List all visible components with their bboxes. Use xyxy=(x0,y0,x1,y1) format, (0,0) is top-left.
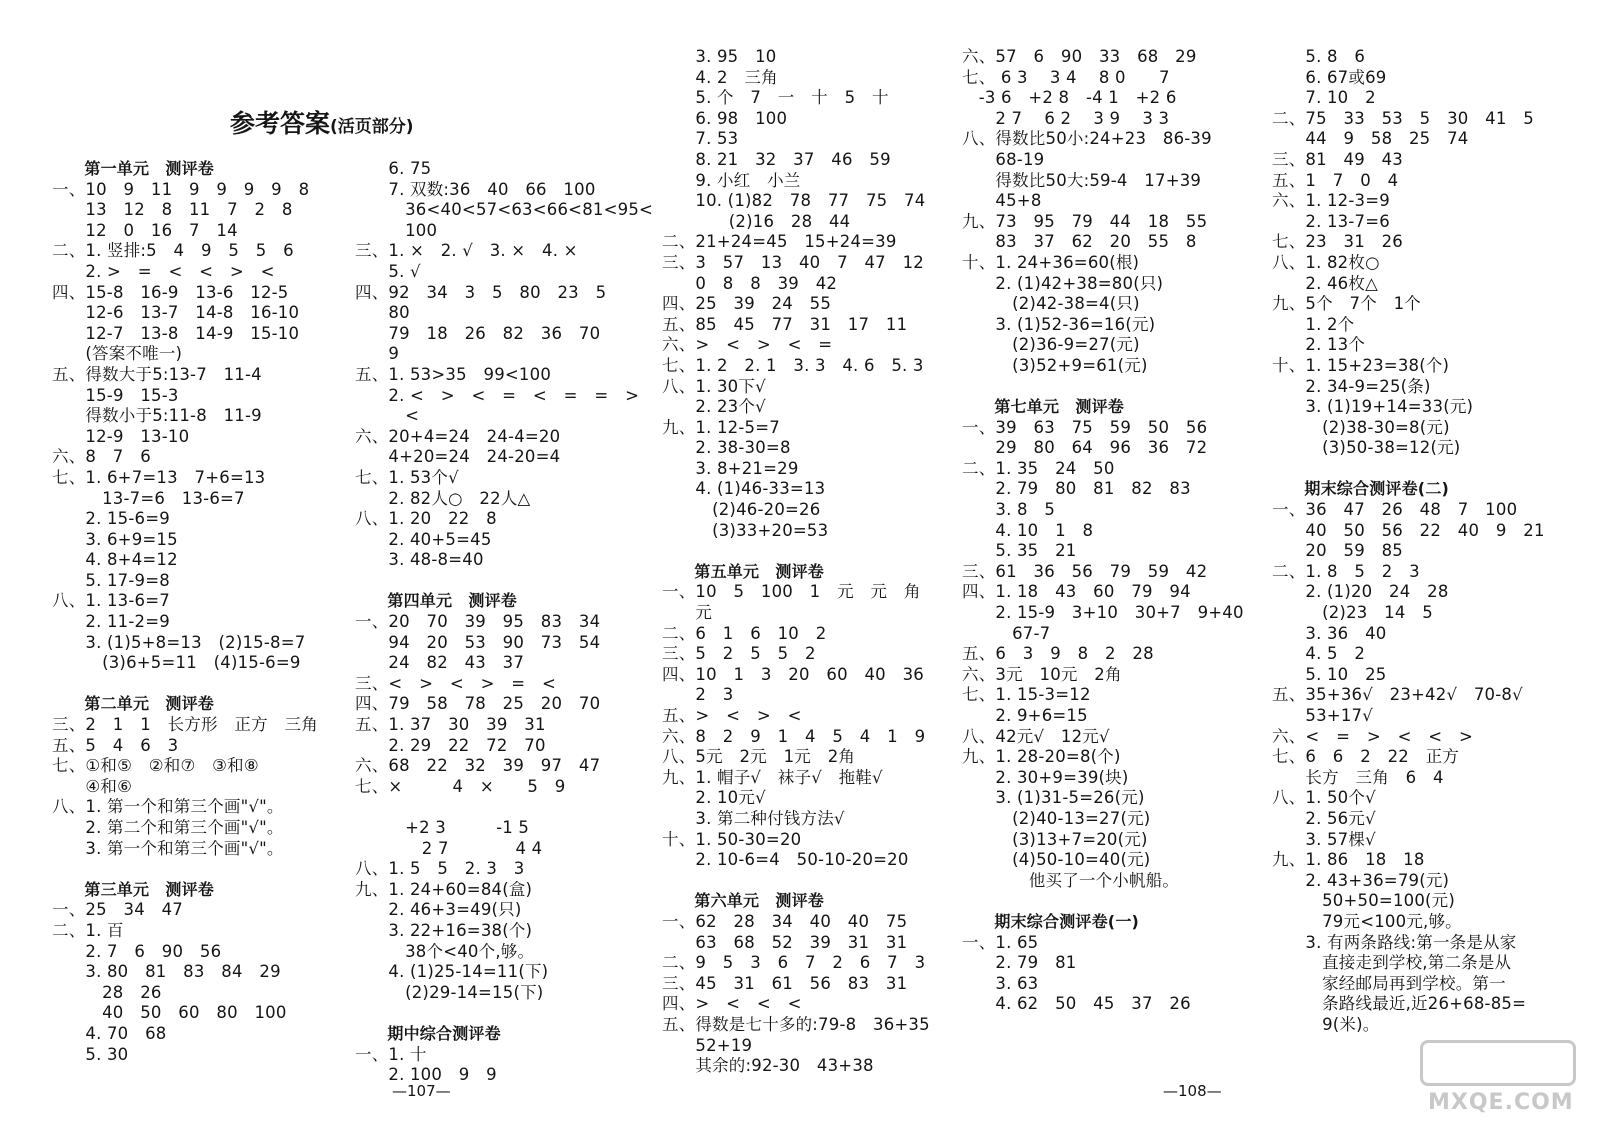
answer-line: 12-9 13-10 xyxy=(52,426,190,446)
answer-line: 3. 95 10 xyxy=(662,47,777,66)
answer-line: 一、20 70 39 95 83 34 xyxy=(355,612,601,632)
answer-line: 4. 5 2 xyxy=(1272,644,1366,664)
answer-line: 七、1. 53个√ xyxy=(355,467,459,487)
answer-line: (答案不唯一) xyxy=(52,344,183,364)
answer-line: 二、1. 竖排:5 4 9 5 5 6 xyxy=(52,241,294,261)
answer-column-3 xyxy=(662,47,930,1077)
answer-line: 68-19 xyxy=(962,149,1045,169)
answer-column-4 xyxy=(962,47,1244,1015)
watermark-text: MXQE.COM xyxy=(1428,1090,1574,1115)
answer-line: 3. 第一个和第三个画"√"。 xyxy=(52,838,284,858)
answer-line: 40 50 56 22 40 9 21 xyxy=(1272,520,1545,540)
answer-line: 5. 30 xyxy=(52,1044,129,1064)
answer-line: 4. 2 三角 xyxy=(662,67,778,87)
answer-line: (3)33+20=53 xyxy=(662,520,829,540)
answer-line: 九、1. 28-20=8(个) xyxy=(962,747,1121,767)
answer-line: 四、79 58 78 25 20 70 xyxy=(355,694,601,714)
answer-line: 八、1. 第一个和第三个画"√"。 xyxy=(52,797,284,817)
answer-line: 45+8 xyxy=(962,191,1042,211)
section-heading: 第四单元 测评卷 xyxy=(355,591,518,611)
answer-line: 五、6 3 9 8 2 28 xyxy=(962,644,1154,664)
section-heading: 期末综合测评卷(一) xyxy=(962,911,1140,931)
answer-line: (2)16 28 44 xyxy=(662,211,851,231)
answer-line xyxy=(355,797,653,818)
answer-line: (2)29-14=15(下) xyxy=(355,982,544,1002)
answer-line: 六、57 6 90 33 68 29 xyxy=(962,47,1197,66)
answer-line: 3. (1)19+14=33(元) xyxy=(1272,397,1474,417)
answer-line: 3. 6+9=15 xyxy=(52,529,178,549)
answer-line: 2. 29 22 72 70 xyxy=(355,735,546,755)
answer-line: 二、9 5 3 6 7 2 6 7 3 xyxy=(662,953,926,973)
answer-line: 2. 30+9=39(块) xyxy=(962,767,1129,787)
answer-line: 2. 13-7=6 xyxy=(1272,211,1390,231)
section-heading: 第一单元 测评卷 xyxy=(52,159,215,178)
answer-line: (3)6+5=11 (4)15-6=9 xyxy=(52,653,301,673)
answer-line: 12 0 16 7 14 xyxy=(52,220,238,240)
answer-line: 94 20 53 90 73 54 xyxy=(355,632,601,652)
answer-line: 七、①和⑤ ②和⑦ ③和⑧ xyxy=(52,756,259,776)
answer-line: 52+19 xyxy=(662,1035,753,1055)
answer-line: 三、45 31 61 56 83 31 xyxy=(662,973,908,993)
answer-line: +2 3 -1 5 xyxy=(355,818,530,837)
answer-line: 八、1. 30下√ xyxy=(662,376,766,396)
answer-line: (3)13+7=20(元) xyxy=(962,829,1148,849)
answer-line: (2)46-20=26 xyxy=(662,500,821,520)
answer-line: 六、> < > < = xyxy=(662,335,833,355)
answer-line: 五、1. 37 30 39 31 xyxy=(355,715,546,735)
answer-line: 2 7 4 4 xyxy=(355,838,543,858)
answer-line: 4+20=24 24-20=4 xyxy=(355,447,561,467)
answer-line: 二、21+24=45 15+24=39 xyxy=(662,232,897,252)
answer-line: 七、23 31 26 xyxy=(1272,232,1403,252)
watermark-logo xyxy=(1420,1040,1590,1120)
answer-line: 3. 8 5 xyxy=(962,500,1056,520)
answer-line: 3. 第二种付钱方法√ xyxy=(662,808,845,828)
answer-line xyxy=(662,871,930,892)
answer-line: 9 xyxy=(355,344,400,364)
answer-line: 八、1. 20 22 8 xyxy=(355,509,497,529)
answer-line: 2. 9+6=15 xyxy=(962,706,1088,725)
answer-line: 九、73 95 79 44 18 55 xyxy=(962,211,1208,231)
answer-line: 12-6 13-7 14-8 16-10 xyxy=(52,303,300,323)
answer-line: 得数小于5:11-8 11-9 xyxy=(52,406,262,426)
answer-line: 六、8 2 9 1 4 5 4 1 9 xyxy=(662,726,926,746)
title-subtitle: (活页部分) xyxy=(330,117,414,137)
answer-line: 2. 34-9=25(条) xyxy=(1272,376,1431,396)
answer-line: 29 80 64 96 36 72 xyxy=(962,438,1208,458)
answer-line: 3. (1)5+8=13 (2)15-8=7 xyxy=(52,632,306,652)
section-heading: 期末综合测评卷(二) xyxy=(1272,479,1450,499)
answer-line: 3. 36 40 xyxy=(1272,623,1387,643)
answer-line: 2. (1)20 24 28 xyxy=(1272,582,1449,602)
title-main: 参考答案 xyxy=(230,109,331,138)
answer-line: 二、1. 35 24 50 xyxy=(962,458,1115,478)
answer-line: 条路线最近,近26+68-85= xyxy=(1272,994,1527,1014)
answer-line: 八、得数比50小:24+23 86-39 xyxy=(962,129,1212,149)
answer-line: 八、42元√ 12元√ xyxy=(962,726,1110,746)
answer-line: 五、> < > < xyxy=(662,706,802,725)
answer-line: 五、1. 53>35 99<100 xyxy=(355,364,552,384)
answer-line: 八、1. 5 5 2. 3 3 xyxy=(355,859,525,879)
answer-line: 13-7=6 13-6=7 xyxy=(52,488,245,508)
answer-line: 六、68 22 32 39 97 47 xyxy=(355,756,601,776)
answer-line: (2)42-38=4(只) xyxy=(962,294,1140,314)
answer-line: -3 6 +2 8 -4 1 +2 6 xyxy=(962,88,1177,108)
answer-line: 一、10 5 100 1 元 元 角 xyxy=(662,582,921,602)
answer-line: 一、1. 65 xyxy=(962,932,1039,952)
answer-line: 2. 11-2=9 xyxy=(52,612,170,632)
answer-line: 六、20+4=24 24-4=20 xyxy=(355,426,561,446)
answer-line: 四、1. 18 43 60 79 94 xyxy=(962,582,1191,602)
answer-line: (4)50-10=40(元) xyxy=(962,850,1151,870)
answer-line: 四、> < < < xyxy=(662,994,802,1014)
answer-line: 三、81 49 43 xyxy=(1272,149,1403,169)
answer-line: 他买了一个小帆船。 xyxy=(962,870,1180,890)
answer-line: 50+50=100(元) xyxy=(1272,891,1456,911)
answer-line: 5. 35 21 xyxy=(962,541,1077,561)
answer-column-1 xyxy=(52,159,318,1065)
page-number-right: —108— xyxy=(1163,1082,1222,1100)
answer-line: 2. 56元√ xyxy=(1272,808,1376,828)
answer-line: 一、36 47 26 48 7 100 xyxy=(1272,500,1518,520)
answer-line xyxy=(662,541,930,562)
answer-line: 五、得数是七十多的:79-8 36+35 xyxy=(662,1014,930,1034)
answer-line: 家经邮局再到学校。第一 xyxy=(1272,973,1506,993)
answer-column-5 xyxy=(1272,47,1545,1036)
answer-line: 7. 双数:36 40 66 100 xyxy=(355,179,596,199)
answer-line: 2 7 6 2 3 9 3 3 xyxy=(962,108,1170,128)
answer-line: 3. 57棵√ xyxy=(1272,829,1376,849)
answer-line: 3. 22+16=38(个) xyxy=(355,920,533,940)
answer-line: 2. 46枚△ xyxy=(1272,273,1378,293)
answer-line: 79 18 26 82 36 70 xyxy=(355,323,601,343)
answer-line: 6. 67或69 xyxy=(1272,67,1387,87)
answer-line: 2. 7 6 90 56 xyxy=(52,941,222,961)
answer-line: 2. 79 81 xyxy=(962,953,1077,973)
answer-line: 2 3 xyxy=(662,685,734,705)
answer-line: 2. 10元√ xyxy=(662,788,766,808)
answer-line: 5. 17-9=8 xyxy=(52,570,170,590)
answer-line: ④和⑥ xyxy=(52,776,133,796)
answer-line: 二、1. 8 5 2 3 xyxy=(1272,561,1420,581)
answer-line: 2. 46+3=49(只) xyxy=(355,900,522,920)
answer-line: 一、1. 十 xyxy=(355,1044,427,1064)
section-heading: 第五单元 测评卷 xyxy=(662,561,825,581)
section-heading: 第二单元 测评卷 xyxy=(52,694,215,714)
answer-line: 三、< > < > = < xyxy=(355,673,557,693)
answer-line: 2. 15-6=9 xyxy=(52,509,170,529)
page-number-left: —107— xyxy=(392,1082,451,1100)
answer-line: 2. 43+36=79(元) xyxy=(1272,870,1450,890)
section-heading: 第六单元 测评卷 xyxy=(662,891,825,911)
answer-line: 3. 有两条路线:第一条是从家 xyxy=(1272,932,1517,952)
answer-line: 六、1. 12-3=9 xyxy=(1272,191,1390,211)
answer-line: 直接走到学校,第二条是从 xyxy=(1272,953,1512,973)
answer-line: 3. 8+21=29 xyxy=(662,458,799,478)
answer-line: 九、1. 帽子√ 袜子√ 拖鞋√ xyxy=(662,767,883,787)
answer-line: 一、10 9 11 9 9 9 9 8 xyxy=(52,179,310,199)
answer-line: (2)23 14 5 xyxy=(1272,603,1433,623)
answer-line: 2. (1)42+38=80(只) xyxy=(962,273,1164,293)
answer-line: 三、3 57 13 40 7 47 12 xyxy=(662,252,924,272)
answer-line: 4. 10 1 8 xyxy=(962,520,1094,540)
answer-line: 100 xyxy=(355,220,438,240)
answer-line: 七、1. 2 2. 1 3. 3 4. 6 5. 3 xyxy=(662,355,924,375)
answer-line: 3. 80 81 83 84 29 xyxy=(52,962,281,982)
answer-line: 5. 8 6 xyxy=(1272,47,1366,66)
answer-line: 六、< = > < < > xyxy=(1272,726,1474,746)
answer-line: 五、35+36√ 23+42√ 70-8√ xyxy=(1272,685,1523,705)
answer-line: 80 xyxy=(355,303,410,323)
answer-line: 十、1. 50-30=20 xyxy=(662,829,802,849)
answer-line: 七、× 4 × 5 9 xyxy=(355,776,566,796)
answer-line: 24 82 43 37 xyxy=(355,653,525,673)
answer-line: 六、8 7 6 xyxy=(52,447,151,467)
answer-line: 五、得数大于5:13-7 11-4 xyxy=(52,364,262,384)
answer-line: 10. (1)82 78 77 75 74 xyxy=(662,191,926,211)
answer-line: 一、62 28 34 40 40 75 xyxy=(662,911,908,931)
answer-line: 8. 21 32 37 46 59 xyxy=(662,149,891,169)
answer-line: 九、1. 86 18 18 xyxy=(1272,850,1425,870)
answer-line: 2. 82人○ 22人△ xyxy=(355,488,531,508)
answer-line: 九、5个 7个 1个 xyxy=(1272,294,1421,314)
answer-line: 5. 10 25 xyxy=(1272,664,1387,684)
answer-line: 二、1. 百 xyxy=(52,920,124,940)
answer-line: 一、25 34 47 xyxy=(52,900,183,920)
answer-line: 八、1. 13-6=7 xyxy=(52,591,170,611)
answer-line: 五、5 4 6 3 xyxy=(52,735,179,755)
answer-line: 36<40<57<63<66<81<95< xyxy=(355,200,654,220)
answer-line: 2. > = < < > < xyxy=(52,261,275,281)
answer-line: 四、15-8 16-9 13-6 12-5 xyxy=(52,282,289,302)
answer-line: 1. 2个 xyxy=(1272,314,1355,334)
answer-line: 八、1. 82枚○ xyxy=(1272,252,1380,272)
answer-line: 其余的:92-30 43+38 xyxy=(662,1056,874,1076)
page-title xyxy=(230,104,414,140)
answer-line: 九、1. 12-5=7 xyxy=(662,417,780,437)
answer-line xyxy=(962,377,1244,398)
answer-line: 5. 个 7 一 十 5 十 xyxy=(662,88,889,108)
answer-line: 12-7 13-8 14-9 15-10 xyxy=(52,323,300,343)
answer-line: 2. 40+5=45 xyxy=(355,529,492,549)
answer-line: 一、39 63 75 59 50 56 xyxy=(962,417,1208,437)
answer-line: 三、5 2 5 5 2 xyxy=(662,644,816,664)
answer-line: 3. (1)31-5=26(元) xyxy=(962,788,1145,808)
answer-line: 7. 10 2 xyxy=(1272,88,1376,108)
answer-line: 2. < > < = < = = > xyxy=(355,385,640,405)
answer-line: 2. 38-30=8 xyxy=(662,438,791,458)
answer-line: 9. 小红 小兰 xyxy=(662,170,801,190)
answer-line: 4. 8+4=12 xyxy=(52,550,178,570)
answer-line xyxy=(962,891,1244,912)
answer-line: 9(米)。 xyxy=(1272,1014,1380,1034)
answer-line: 5. √ xyxy=(355,261,421,281)
answer-line: 53+17√ xyxy=(1272,706,1373,725)
answer-line: 40 50 60 80 100 xyxy=(52,1003,287,1023)
section-heading: 期中综合测评卷 xyxy=(355,1023,501,1043)
answer-line: 2. 10-6=4 50-10-20=20 xyxy=(662,850,909,870)
answer-line: 2. 13个 xyxy=(1272,335,1366,355)
answer-line: 十、1. 15+23=38(个) xyxy=(1272,355,1450,375)
answer-line: 长方 三角 6 4 xyxy=(1272,767,1444,787)
answer-line: 二、75 33 53 5 30 41 5 xyxy=(1272,108,1534,128)
answer-line: 4. 62 50 45 37 26 xyxy=(962,994,1191,1014)
answer-line: 四、10 1 3 20 60 40 36 xyxy=(662,664,924,684)
answer-line: 4. 70 68 xyxy=(52,1023,167,1043)
answer-line: (2)38-30=8(元) xyxy=(1272,417,1450,437)
answer-line: < xyxy=(355,406,420,426)
answer-line: (3)50-38=12(元) xyxy=(1272,438,1461,458)
answer-line xyxy=(355,571,653,592)
answer-line: 七、1. 6+7=13 7+6=13 xyxy=(52,467,266,487)
answer-line: 6. 98 100 xyxy=(662,108,788,128)
answer-line: 7. 53 xyxy=(662,129,739,149)
answer-line: 八、5元 2元 1元 2角 xyxy=(662,747,856,767)
answer-line xyxy=(52,674,318,695)
answer-line: 4. (1)46-33=13 xyxy=(662,479,826,499)
answer-line: 得数比50大:59-4 17+39 xyxy=(962,170,1202,190)
answer-line: 十、1. 24+36=60(根) xyxy=(962,252,1140,272)
answer-line: 三、1. × 2. √ 3. × 4. × xyxy=(355,241,578,261)
answer-line: 4. (1)25-14=11(下) xyxy=(355,962,549,982)
answer-line: 九、1. 24+60=84(盒) xyxy=(355,879,533,899)
section-heading: 第七单元 测评卷 xyxy=(962,397,1125,417)
answer-line: 四、25 39 24 55 xyxy=(662,294,832,314)
answer-line: 20 59 85 xyxy=(1272,541,1403,561)
answer-line: 七、6 6 2 22 正方 xyxy=(1272,747,1460,767)
answer-line: 2. 79 80 81 82 83 xyxy=(962,479,1191,499)
answer-line: 63 68 52 39 31 31 xyxy=(662,932,908,952)
answer-line: 五、85 45 77 31 17 11 xyxy=(662,314,908,334)
answer-column-2 xyxy=(355,159,653,1086)
answer-line: 八、1. 50个√ xyxy=(1272,788,1376,808)
answer-line: 6. 75 xyxy=(355,159,432,178)
answer-line: 79元<100元,够。 xyxy=(1272,911,1462,931)
answer-line: (3)52+9=61(元) xyxy=(962,355,1148,375)
answer-line: 2. 100 9 9 xyxy=(355,1065,497,1085)
answer-line xyxy=(355,1003,653,1024)
answer-line: 三、2 1 1 长方形 正方 三角 xyxy=(52,715,318,735)
answer-line: 3. 63 xyxy=(962,973,1039,993)
answer-line xyxy=(1272,459,1545,480)
answer-line: 83 37 62 20 55 8 xyxy=(962,232,1197,252)
answer-line: 38个<40个,够。 xyxy=(355,941,535,961)
answer-line: 2. 第二个和第三个画"√"。 xyxy=(52,818,284,837)
answer-line: 元 xyxy=(662,603,713,623)
answer-line: 六、3元 10元 2角 xyxy=(962,664,1122,684)
answer-line: 四、92 34 3 5 80 23 5 xyxy=(355,282,607,302)
answer-line: 2. 23个√ xyxy=(662,397,766,417)
answer-line: 28 26 xyxy=(52,982,162,1002)
answer-line: 67-7 xyxy=(962,623,1051,643)
answer-line: (2)36-9=27(元) xyxy=(962,335,1140,355)
answer-line: 五、1 7 0 4 xyxy=(1272,170,1399,190)
section-heading: 第三单元 测评卷 xyxy=(52,879,215,899)
answer-line: (2)40-13=27(元) xyxy=(962,808,1151,828)
answer-line: 3. (1)52-36=16(元) xyxy=(962,314,1156,334)
answer-line xyxy=(52,859,318,880)
watermark-box-icon xyxy=(1420,1040,1576,1086)
answer-line: 七、1. 15-3=12 xyxy=(962,685,1091,705)
answer-line: 0 8 8 39 42 xyxy=(662,273,838,293)
answer-line: 15-9 15-3 xyxy=(52,385,179,405)
answer-line: 二、6 1 6 10 2 xyxy=(662,623,827,643)
answer-line: 44 9 58 25 74 xyxy=(1272,129,1469,149)
answer-line: 2. 15-9 3+10 30+7 9+40 xyxy=(962,603,1244,623)
answer-line: 三、61 36 56 79 59 42 xyxy=(962,561,1208,581)
answer-line: 13 12 8 11 7 2 8 xyxy=(52,200,293,220)
answer-line: 七、 6 3 3 4 8 0 7 xyxy=(962,67,1170,87)
answer-line: 3. 48-8=40 xyxy=(355,550,484,570)
